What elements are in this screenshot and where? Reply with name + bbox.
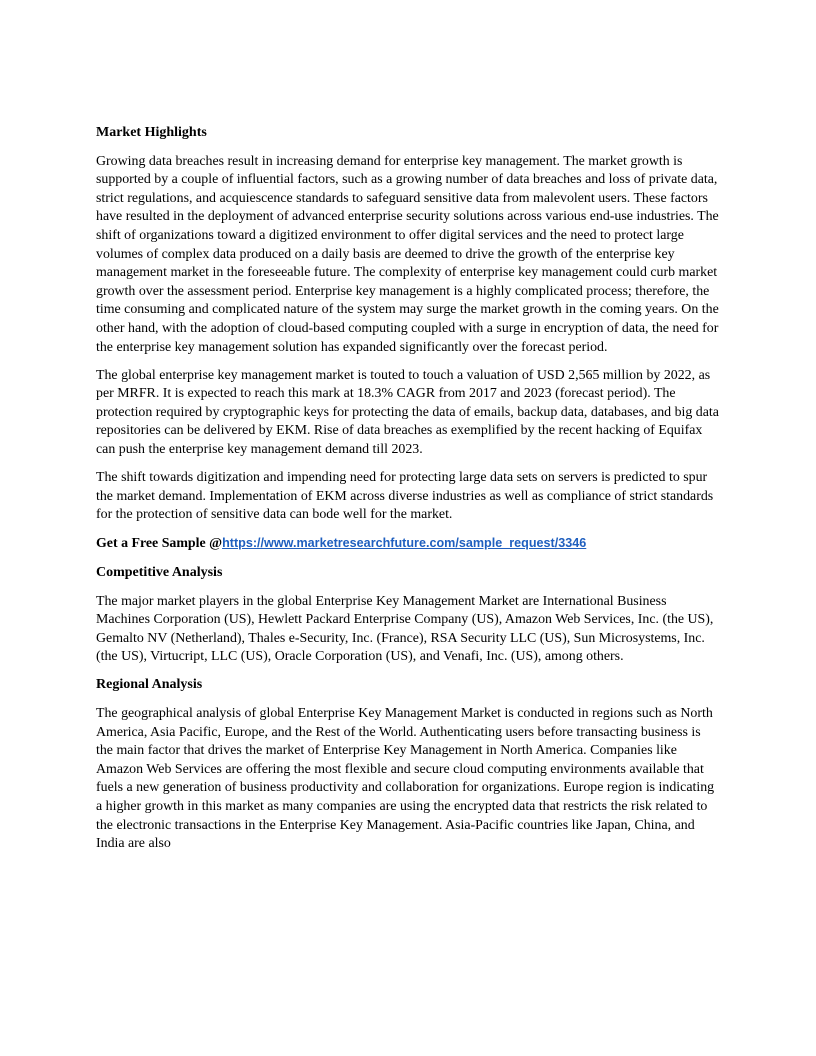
- market-highlights-paragraph-3: The shift towards digitization and impending need for protecting large data sets on servers is predicted to spur the market demand. Implementation of EKM across diverse industries as well as compliance of strict standards for the protection of sensitive data can bode well for the market.: [96, 470, 714, 523]
- competitive-analysis-paragraph: The major market players in the global Enterprise Key Management Market are International Business Machines Corporation (US), Hewlett Packard Enterprise Company (US), Amazon Web Services, Inc. (the US), Gemalto NV (Netherland), Thales e-Security, Inc. (France), RSA Security LLC (US), Sun Microsystems, Inc. (the US), Virtucript, LLC (US), Oracle Corporation (US), and Venafi, Inc. (US), among others.: [96, 593, 714, 665]
- document-page: [96, 124, 720, 863]
- regional-analysis-heading: Regional Analysis: [96, 677, 203, 693]
- free-sample-line: [96, 534, 720, 554]
- competitive-analysis-heading: Competitive Analysis: [96, 564, 223, 580]
- regional-analysis-paragraph: The geographical analysis of global Enterprise Key Management Market is conducted in regions such as North America, Asia Pacific, Europe, and the Rest of the World. Authenticating users before transacting business is the main factor that drives the market of Enterprise Key Management in North America. Companies like Amazon Web Services are offering the most flexible and secure cloud computing environments available that fuels a new generation of business productivity and collaboration for organizations. Europe region is indicating a higher growth in this market as many companies are using the encrypted data that restricts the risk related to the electronic transactions in the Enterprise Key Management. Asia-Pacific countries like Japan, China, and India are also: [96, 706, 715, 852]
- market-highlights-heading: Market Highlights: [96, 125, 207, 140]
- free-sample-label: Get a Free Sample @: [96, 536, 223, 552]
- free-sample-link[interactable]: https://www.marketresearchfuture.com/sample_request/3346: [222, 536, 587, 551]
- market-highlights-paragraph-2: The global enterprise key management market is touted to touch a valuation of USD 2,565 million by 2022, as per MRFR. It is expected to reach this mark at 18.3% CAGR from 2017 and 2023 (forecast period). The protection required by cryptographic keys for protecting the data of emails, backup data, databases, and big data repositories can be delivered by EKM. Rise of data breaches as exemplified by the recent hacking of Equifax can push the enterprise key management demand till 2023.: [96, 367, 719, 457]
- market-highlights-paragraph-1: Growing data breaches result in increasing demand for enterprise key management. The market growth is supported by a couple of influential factors, such as a growing number of data breaches and loss of private data, strict regulations, and acquiescence standards to safeguard sensitive data from malevolent users. These factors have resulted in the deployment of advanced enterprise security solutions across various end-use industries. The shift of organizations toward a digitized environment to offer digital services and the need to protect large volumes of complex data produced on a daily basis are deemed to drive the growth of the enterprise key management market in the foreseeable future. The complexity of enterprise key management could curb market growth over the assessment period. Enterprise key management is a highly complicated process; therefore, the time consuming and complicated nature of the system may surge the market growth in the coming years. On the other hand, with the adoption of cloud-based computing coupled with a surge in encryption of data, the need for the enterprise key management solution has expanded significantly over the forecast period.: [96, 153, 719, 355]
